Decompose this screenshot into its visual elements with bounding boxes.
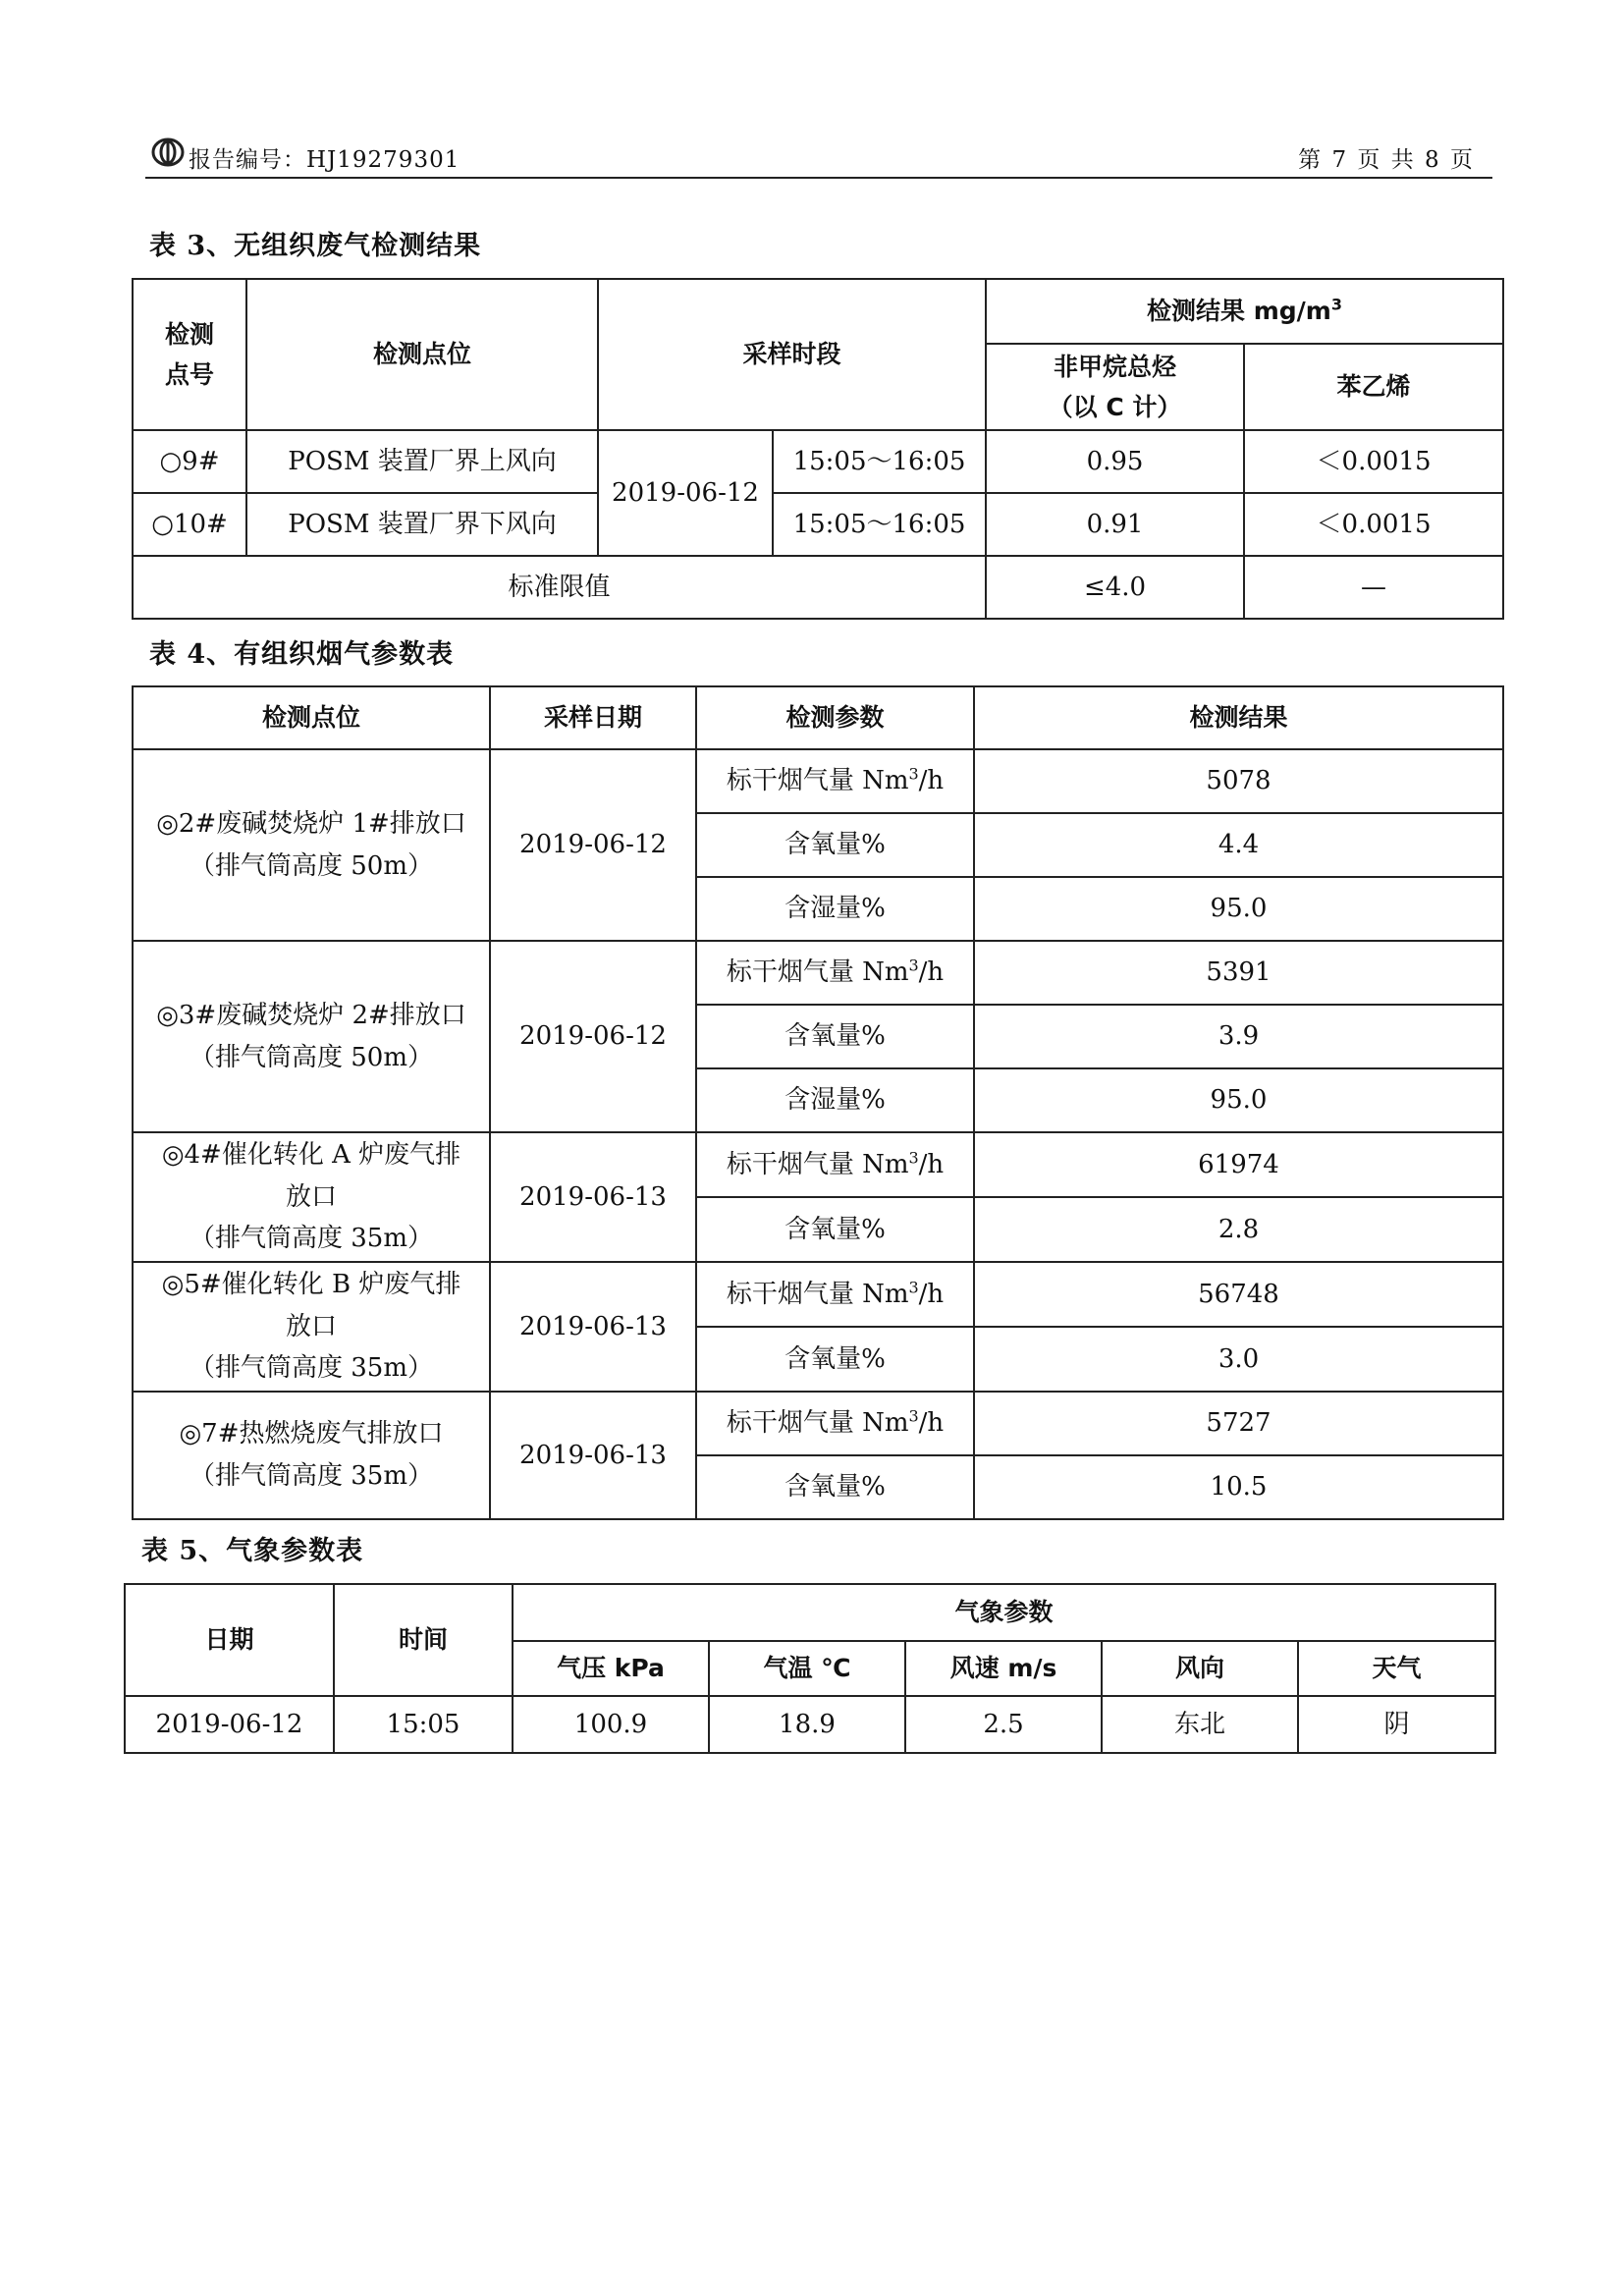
company-logo-icon — [151, 137, 185, 167]
table3-caption: 表 3、无组织废气检测结果 — [149, 231, 482, 261]
table-row — [133, 493, 1503, 556]
table-row — [133, 430, 1503, 493]
t3-point: ○10# — [133, 493, 246, 556]
t4-param: 标干烟气量 Nm$^3$/h — [696, 941, 974, 1005]
t4-value: 3.0 — [974, 1327, 1503, 1392]
t4-param: 含湿量% — [696, 877, 974, 941]
t4-value: 4.4 — [974, 813, 1503, 877]
t3-header-period: 采样时段 — [598, 279, 986, 430]
t4-param: 含氧量% — [696, 813, 974, 877]
t4-date: 2019-06-12 — [490, 941, 696, 1132]
t4-param: 含氧量% — [696, 1197, 974, 1262]
t5-temp: 18.9 — [709, 1696, 905, 1753]
t4-value: 5391 — [974, 941, 1503, 1005]
t4-value: 3.9 — [974, 1005, 1503, 1068]
t5-date: 2019-06-12 — [125, 1696, 334, 1753]
t5-header-weather: 天气 — [1298, 1641, 1495, 1696]
t3-header-location: 检测点位 — [246, 279, 598, 430]
t4-param: 含氧量% — [696, 1005, 974, 1068]
t3-styrene: ＜0.0015 — [1244, 493, 1503, 556]
report-number: 报告编号：HJ19279301 — [189, 147, 460, 173]
t4-header-date: 采样日期 — [490, 686, 696, 749]
t4-param: 含氧量% — [696, 1327, 974, 1392]
t3-time: 15:05～16:05 — [773, 430, 986, 493]
table3 — [132, 278, 1504, 620]
t3-date: 2019-06-12 — [598, 430, 773, 556]
t4-location: ◎7#热燃烧废气排放口 （排气筒高度 35m） — [133, 1392, 490, 1519]
table4-caption: 表 4、有组织烟气参数表 — [149, 639, 455, 670]
t3-header-result-group: 检测结果 $mg/m^3$ — [986, 279, 1503, 344]
t3-location: POSM 装置厂界下风向 — [246, 493, 598, 556]
t4-location: ◎3#废碱焚烧炉 2#排放口 （排气筒高度 50m） — [133, 941, 490, 1132]
t3-styrene: ＜0.0015 — [1244, 430, 1503, 493]
table5-caption: 表 5、气象参数表 — [141, 1536, 364, 1566]
t4-value: 56748 — [974, 1262, 1503, 1327]
t4-header-location: 检测点位 — [133, 686, 490, 749]
t4-date: 2019-06-13 — [490, 1262, 696, 1392]
t3-limit-label: 标准限值 — [133, 556, 986, 619]
table-row — [133, 1392, 1503, 1455]
t4-header-param: 检测参数 — [696, 686, 974, 749]
t4-value: 95.0 — [974, 877, 1503, 941]
table-row — [133, 1262, 1503, 1327]
t3-header-point-no: 检测 点号 — [133, 279, 246, 430]
t3-limit-styrene: — — [1244, 556, 1503, 619]
t5-time: 15:05 — [334, 1696, 513, 1753]
t3-nmhc: 0.91 — [986, 493, 1244, 556]
t3-point: ○9# — [133, 430, 246, 493]
t4-param: 含氧量% — [696, 1455, 974, 1519]
page-number: 第 7 页 共 8 页 — [1298, 147, 1475, 173]
t4-param: 标干烟气量 Nm$^3$/h — [696, 1132, 974, 1197]
t3-nmhc: 0.95 — [986, 430, 1244, 493]
t4-value: 2.8 — [974, 1197, 1503, 1262]
t4-value: 5727 — [974, 1392, 1503, 1455]
t5-header-time: 时间 — [334, 1584, 513, 1696]
t4-date: 2019-06-13 — [490, 1132, 696, 1262]
t4-value: 5078 — [974, 749, 1503, 813]
t5-header-date: 日期 — [125, 1584, 334, 1696]
t4-date: 2019-06-12 — [490, 749, 696, 941]
table-row — [133, 941, 1503, 1005]
t4-param: 标干烟气量 Nm$^3$/h — [696, 1262, 974, 1327]
t3-time: 15:05～16:05 — [773, 493, 986, 556]
table-row — [125, 1696, 1495, 1753]
t4-location: ◎5#催化转化 B 炉废气排 放口 （排气筒高度 35m） — [133, 1262, 490, 1392]
t4-value: 61974 — [974, 1132, 1503, 1197]
t3-limit-nmhc: ≤4.0 — [986, 556, 1244, 619]
t4-location: ◎4#催化转化 A 炉废气排 放口 （排气筒高度 35m） — [133, 1132, 490, 1262]
t5-weather: 阴 — [1298, 1696, 1495, 1753]
t5-header-wind-speed: 风速 m/s — [905, 1641, 1102, 1696]
t4-header-result: 检测结果 — [974, 686, 1503, 749]
t4-value: 10.5 — [974, 1455, 1503, 1519]
t5-header-wind-dir: 风向 — [1102, 1641, 1298, 1696]
t4-param: 标干烟气量 Nm$^3$/h — [696, 1392, 974, 1455]
t5-header-temp: 气温 ℃ — [709, 1641, 905, 1696]
t5-wind-dir: 东北 — [1102, 1696, 1298, 1753]
t3-header-styrene: 苯乙烯 — [1244, 344, 1503, 430]
table4 — [132, 685, 1504, 1520]
t4-value: 95.0 — [974, 1068, 1503, 1132]
table-row — [133, 556, 1503, 619]
table-row — [133, 1132, 1503, 1197]
t4-param: 标干烟气量 Nm$^3$/h — [696, 749, 974, 813]
t5-header-pressure: 气压 kPa — [513, 1641, 709, 1696]
t4-date: 2019-06-13 — [490, 1392, 696, 1519]
page-header — [145, 134, 1492, 179]
t5-pressure: 100.9 — [513, 1696, 709, 1753]
t5-header-group: 气象参数 — [513, 1584, 1495, 1641]
table5 — [124, 1583, 1496, 1754]
t4-location: ◎2#废碱焚烧炉 1#排放口 （排气筒高度 50m） — [133, 749, 490, 941]
t5-wind-speed: 2.5 — [905, 1696, 1102, 1753]
table-row — [133, 749, 1503, 813]
t4-param: 含湿量% — [696, 1068, 974, 1132]
t3-location: POSM 装置厂界上风向 — [246, 430, 598, 493]
t3-header-nmhc: 非甲烷总烃 （以 C 计） — [986, 344, 1244, 430]
